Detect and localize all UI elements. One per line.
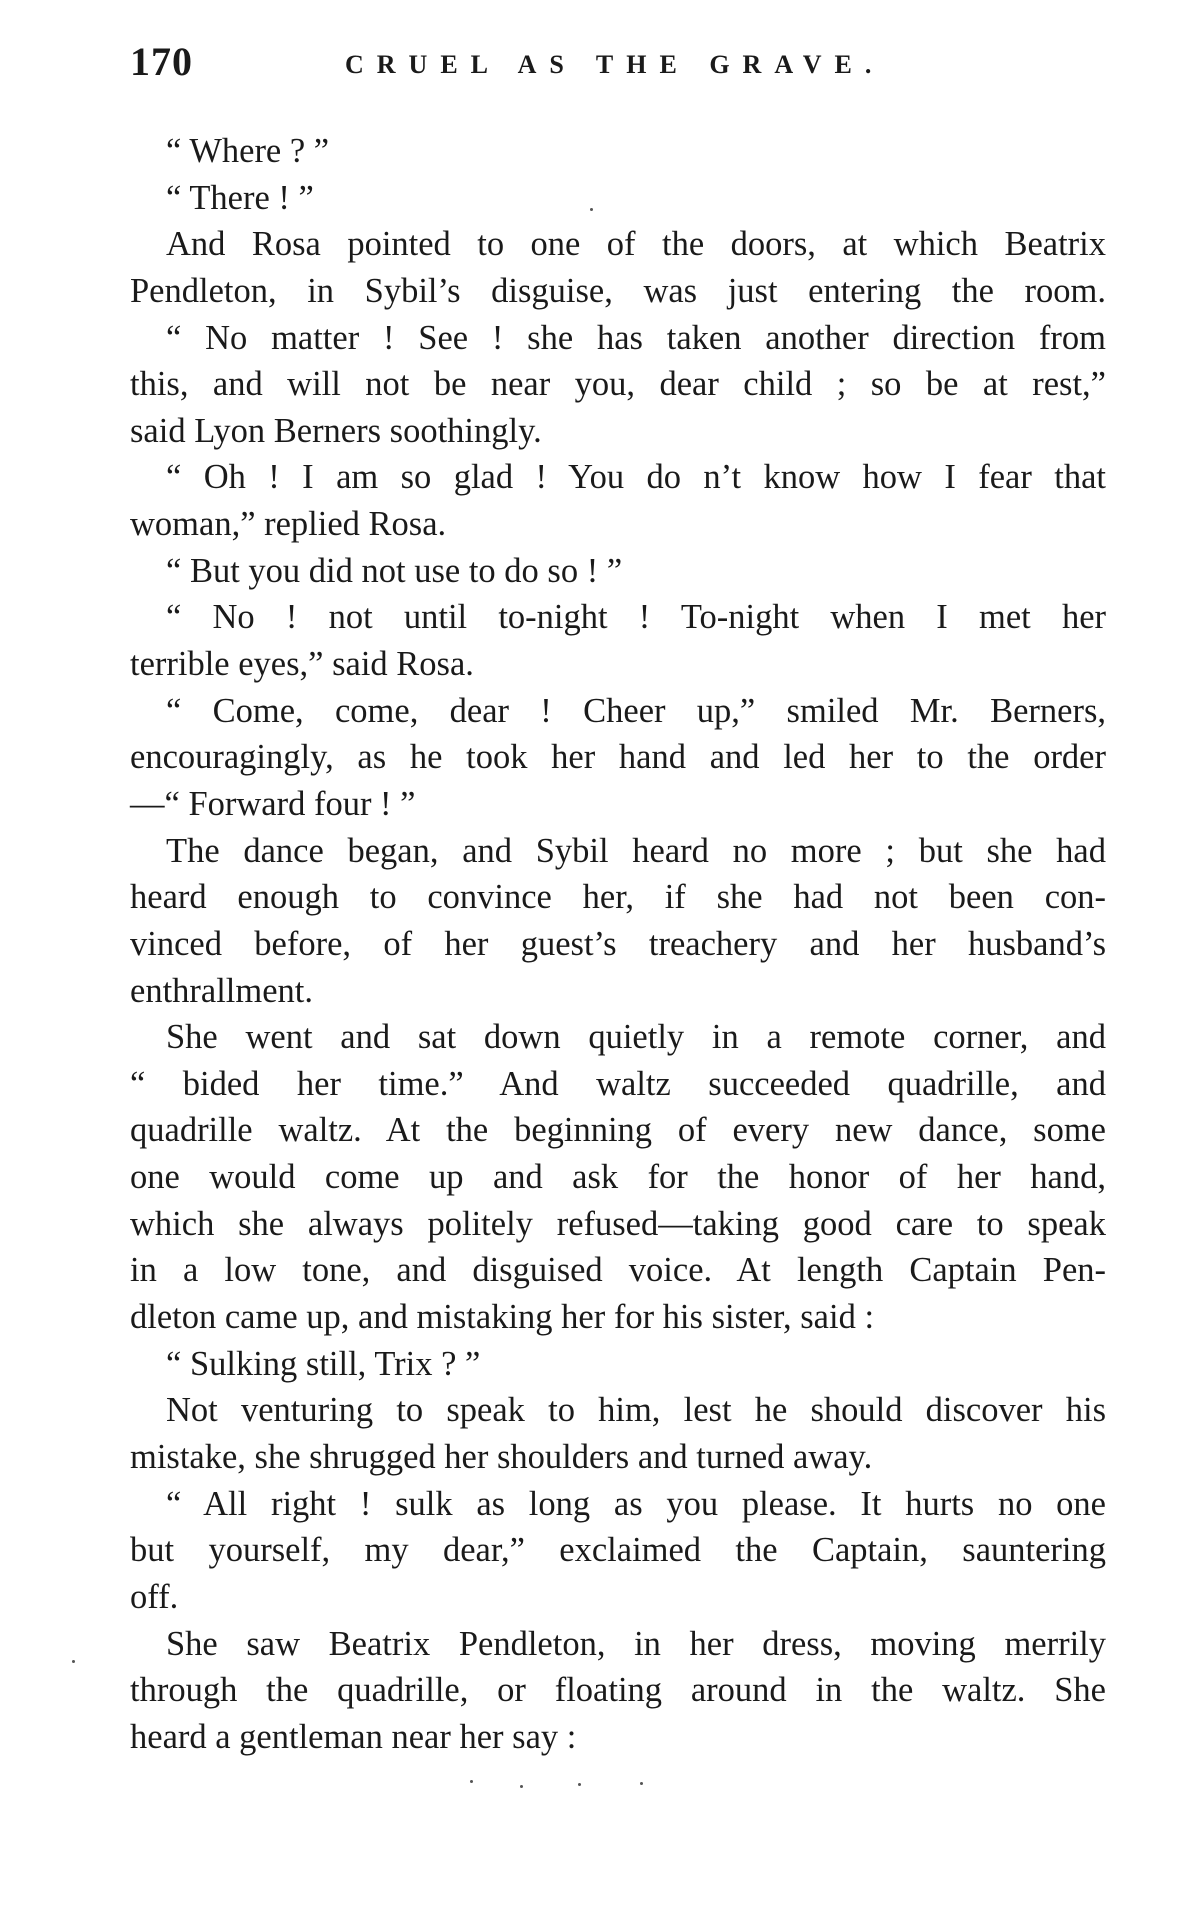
- print-speck: [470, 1780, 473, 1783]
- text-line: in a low tone, and disguised voice. At length Captain Pen-: [130, 1251, 1106, 1290]
- text-line: “ Oh ! I am so glad ! You do n’t know how I fear that: [166, 458, 1106, 497]
- text-line: “ Where ? ”: [166, 132, 330, 170]
- text-line: “ But you did not use to do so ! ”: [166, 551, 623, 590]
- text-line: “ No matter ! See ! she has taken another direction from: [166, 318, 1106, 357]
- text-line: terrible eyes,” said Rosa.: [130, 645, 474, 684]
- print-speck: [578, 1783, 581, 1786]
- page-header: [130, 38, 1110, 98]
- text-line: The dance began, and Sybil heard no more ; but she had: [166, 831, 1106, 870]
- text-line: which she always politely refused—taking good care to speak: [130, 1204, 1106, 1243]
- print-speck: [640, 1782, 643, 1785]
- text-line: one would come up and ask for the honor of her hand,: [130, 1158, 1106, 1197]
- print-speck: [590, 208, 593, 211]
- text-line: this, and will not be near you, dear child ; so be at rest,”: [130, 365, 1106, 404]
- text-line: dleton came up, and mistaking her for his sister, said :: [130, 1298, 875, 1337]
- text-line: vinced before, of her guest’s treachery and her husband’s: [130, 924, 1106, 963]
- body-text: [130, 128, 1106, 1760]
- text-line: Pendleton, in Sybil’s disguise, was just entering the room.: [130, 271, 1106, 310]
- text-line: woman,” replied Rosa.: [130, 505, 447, 544]
- print-speck: [520, 1785, 523, 1788]
- text-line: “ Sulking still, Trix ? ”: [166, 1344, 481, 1383]
- text-line: Not venturing to speak to him, lest he should discover his: [166, 1391, 1106, 1430]
- page-number: 170: [130, 39, 193, 84]
- text-line: —“ Forward four ! ”: [130, 784, 416, 823]
- text-line: heard a gentleman near her say :: [130, 1717, 577, 1756]
- text-line: mistake, she shrugged her shoulders and turned away.: [130, 1437, 873, 1476]
- text-line: “ No ! not until to-night ! To-night when I met her: [166, 598, 1106, 637]
- text-line: said Lyon Berners soothingly.: [130, 411, 542, 450]
- text-line: quadrille waltz. At the beginning of every new dance, some: [130, 1111, 1106, 1150]
- text-line: “ All right ! sulk as long as you please. It hurts no one: [166, 1484, 1106, 1523]
- text-line: “ Come, come, dear ! Cheer up,” smiled Mr. Berners,: [166, 691, 1106, 730]
- text-line: She went and sat down quietly in a remote corner, and: [166, 1018, 1106, 1057]
- text-line: but yourself, my dear,” exclaimed the Captain, sauntering: [130, 1531, 1106, 1570]
- text-line: encouragingly, as he took her hand and led her to the order: [130, 738, 1106, 777]
- text-line: enthrallment.: [130, 971, 313, 1010]
- text-line: “ There ! ”: [166, 178, 314, 217]
- text-line: heard enough to convince her, if she had not been con-: [130, 878, 1106, 917]
- text-line: “ bided her time.” And waltz succeeded quadrille, and: [130, 1064, 1106, 1103]
- text-line: And Rosa pointed to one of the doors, at which Beatrix: [166, 225, 1106, 264]
- running-title: CRUEL AS THE GRAVE.: [345, 50, 885, 79]
- text-line: through the quadrille, or floating around in the waltz. She: [130, 1671, 1106, 1710]
- text-line: off.: [130, 1577, 179, 1616]
- text-line: She saw Beatrix Pendleton, in her dress, moving merrily: [166, 1624, 1106, 1663]
- print-speck: [72, 1660, 75, 1663]
